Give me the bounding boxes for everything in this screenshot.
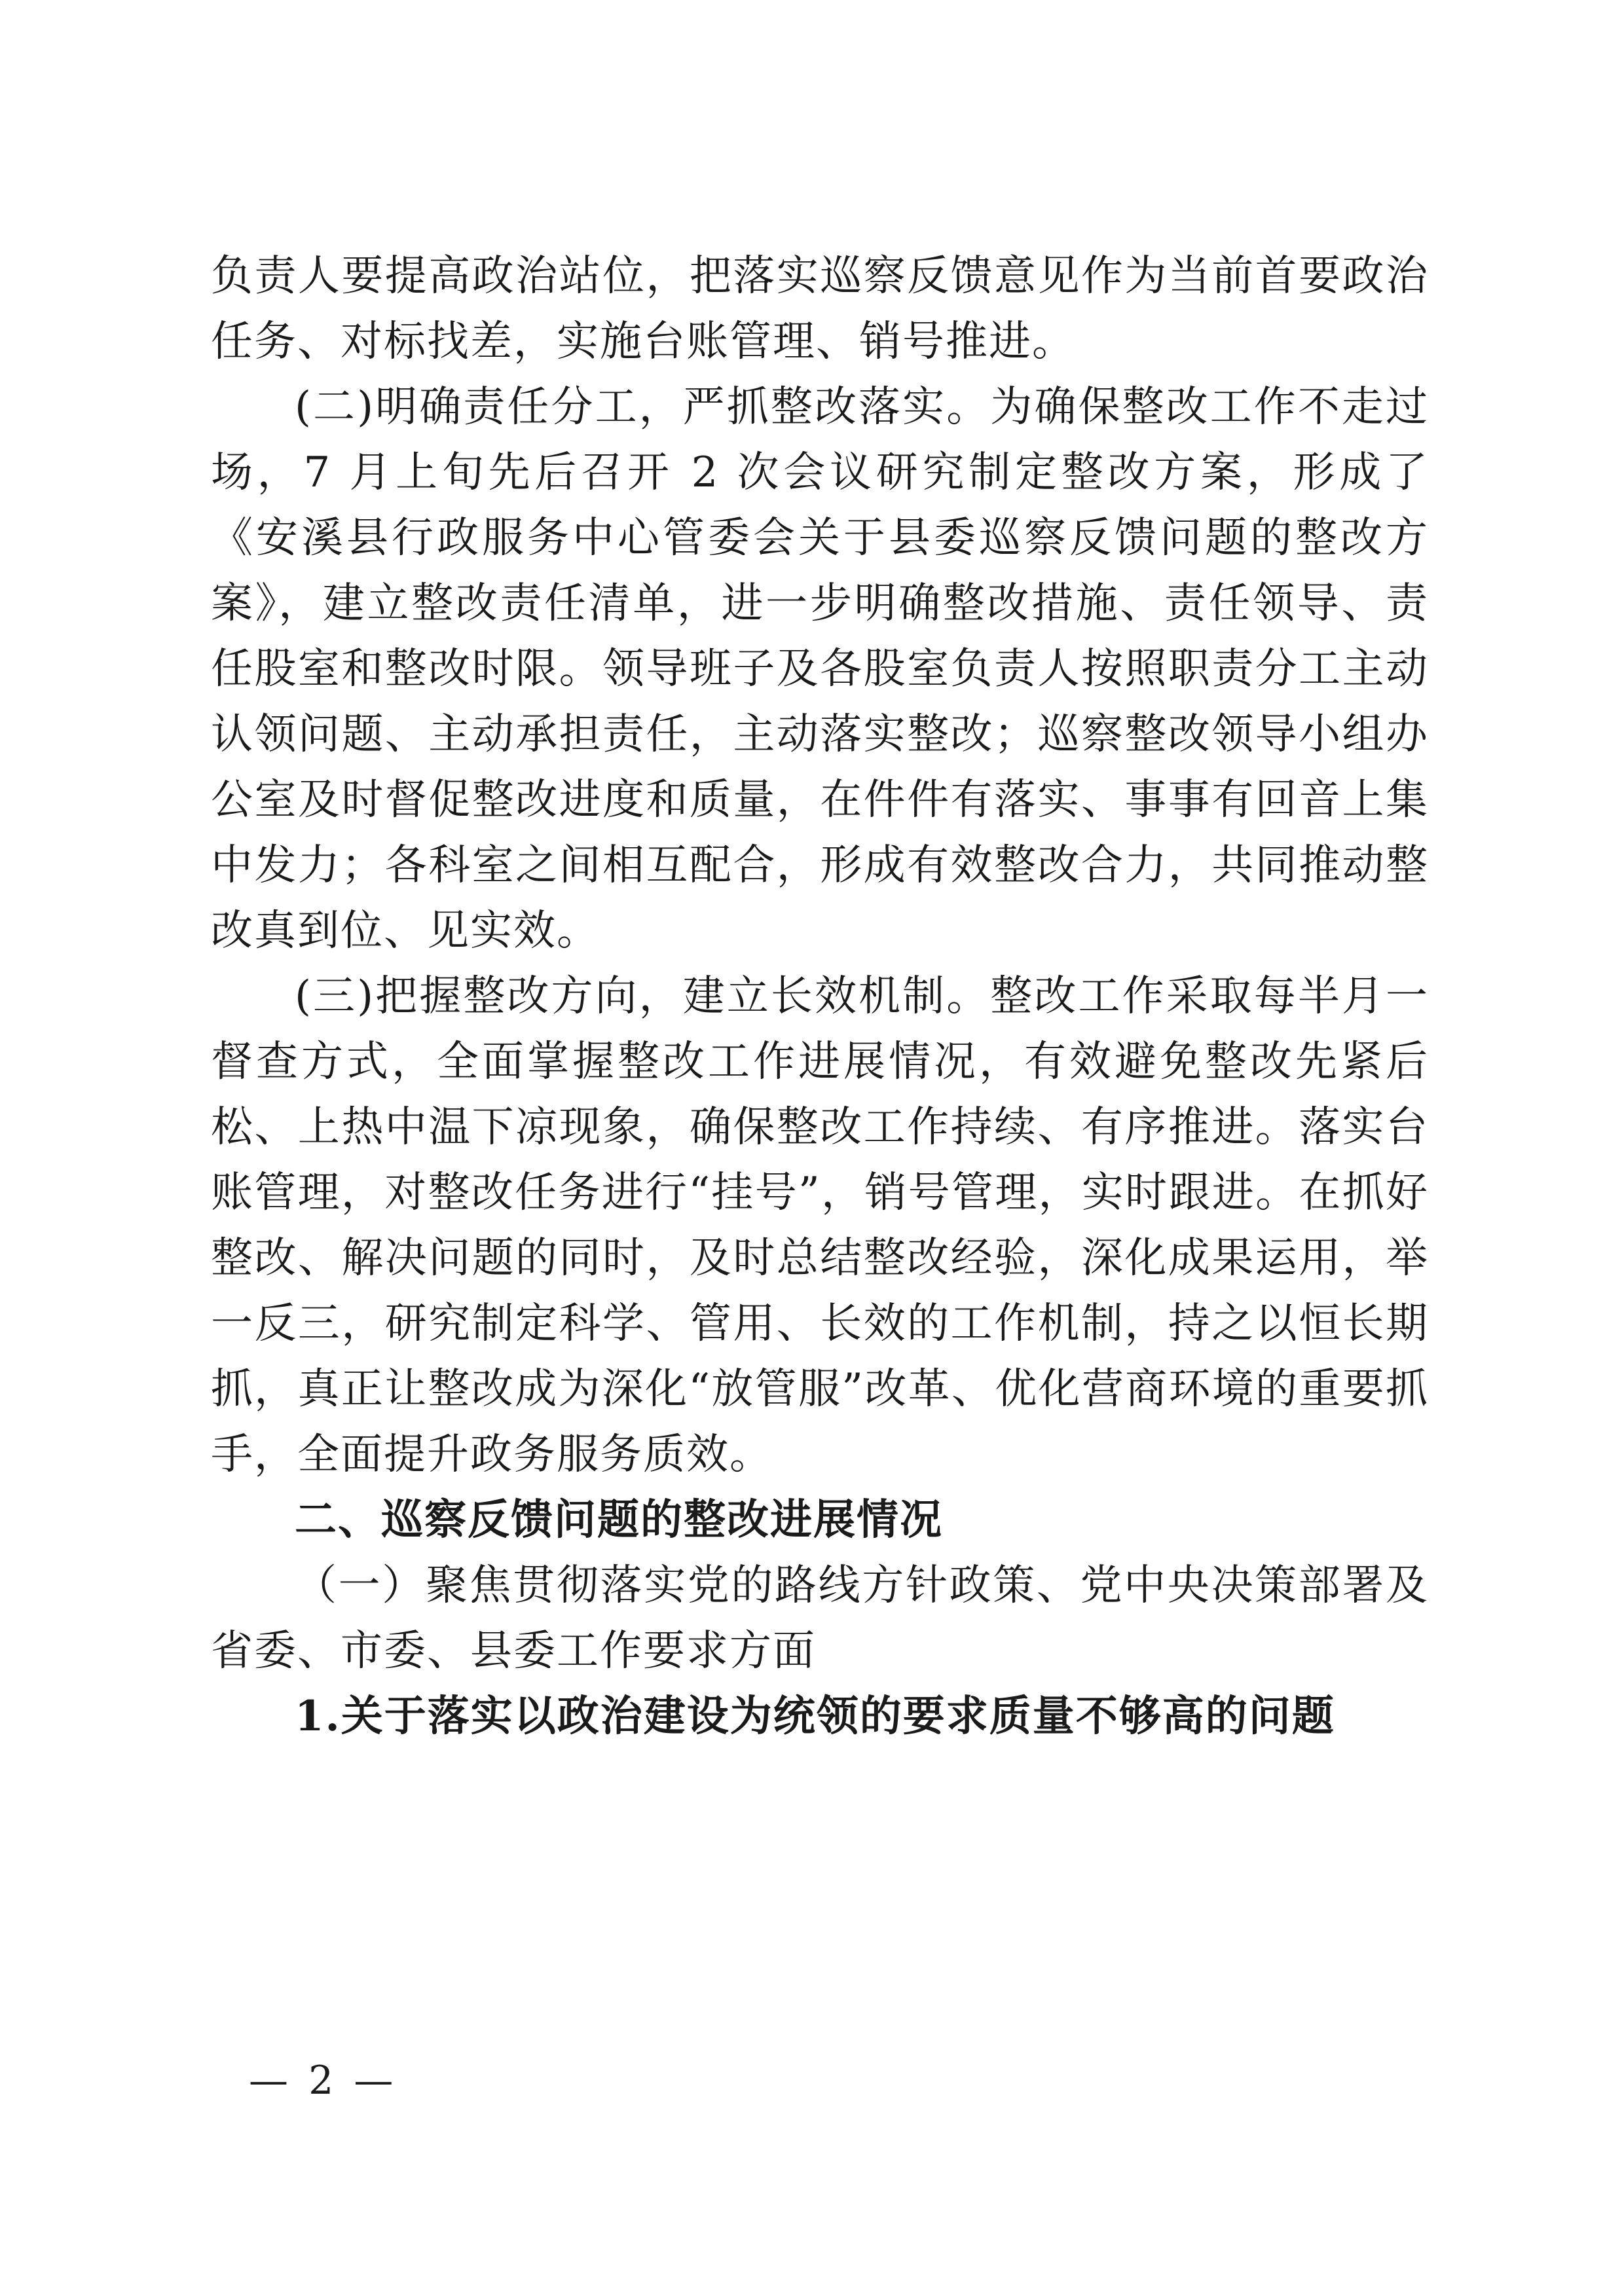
item-heading-political-construction: 1.关于落实以政治建设为统领的要求质量不够高的问题 [295, 1692, 1335, 1741]
document-body [211, 244, 1429, 1749]
paragraph-long-term-mechanism: (三)把握整改方向，建立长效机制。整改工作采取每半月一督查方式，全面掌握整改工作进展情况，有效避免整改先紧后松、上热中温下凉现象，确保整改工作持续、有序推进。落实台账管理，对整改任务进行“挂号”，销号管理，实时跟进。在抓好整改、解决问题的同时，及时总结整改经验，深化成果运用，举一反三，研究制定科学、管用、长效的工作机制，持之以恒长期抓，真正让整改成为深化“放管服”改革、优化营商环境的重要抓手，全面提升政务服务质效。 [211, 972, 1429, 1479]
paragraph-continuation: 负责人要提高政治站位，把落实巡察反馈意见作为当前首要政治任务、对标找差，实施台账管理、销号推进。 [211, 252, 1429, 366]
paragraph-responsibility-division: (二)明确责任分工，严抓整改落实。为确保整改工作不走过场，7 月上旬先后召开 2 次会议研究制定整改方案，形成了《安溪县行政服务中心管委会关于县委巡察反馈问题的整改方案》，建立整改责任清单，进一步明确整改措施、责任领导、责任股室和整改时限。领导班子及各股室负责人按照职责分工主动认领问题、主动承担责任，主动落实整改；巡察整改领导小组办公室及时督促整改进度和质量，在件件有落实、事事有回音上集中发力；各科室之间相互配合，形成有效整改合力，共同推动整改真到位、见实效。 [211, 383, 1429, 955]
subsection-heading-party-policies: （一）聚焦贯彻落实党的路线方针政策、党中央决策部署及省委、市委、县委工作要求方面 [211, 1561, 1429, 1675]
section-heading-rectification-progress: 二、巡察反馈问题的整改进展情况 [295, 1496, 943, 1544]
page-number: — 2 — [249, 2058, 397, 2104]
